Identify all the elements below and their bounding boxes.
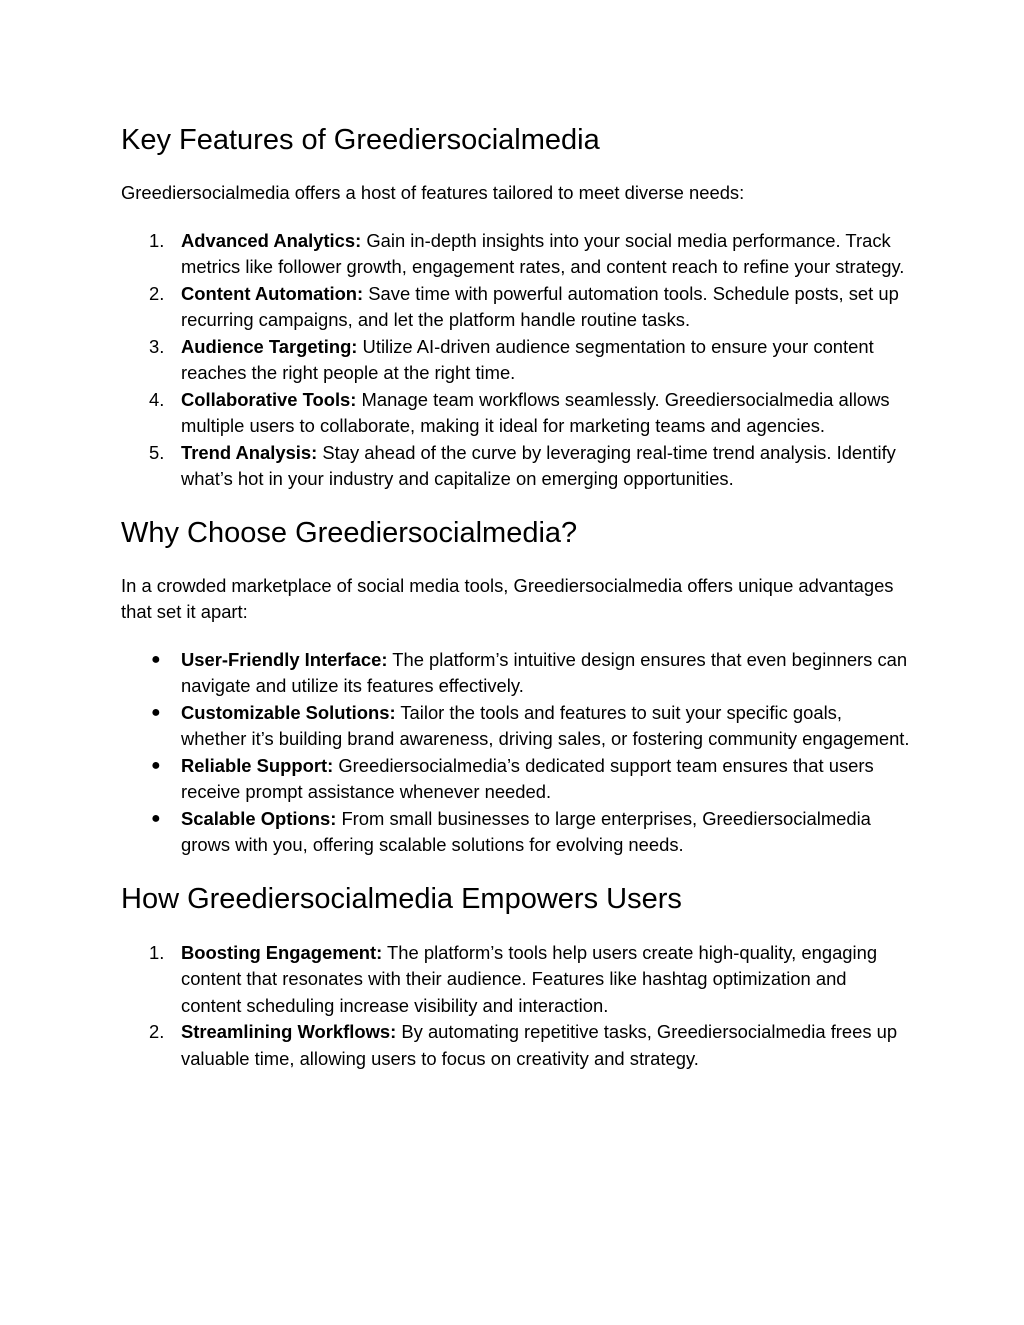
item-title: Customizable Solutions:	[181, 701, 396, 723]
item-title: Audience Targeting:	[181, 335, 358, 357]
list-marker: 4.	[149, 388, 165, 410]
numbered-list-empowers-users	[121, 940, 911, 1073]
item-text: By automating repetitive tasks, Greediersocialmedia frees up valuable time, allowing users to focus on creativity and strategy.	[181, 1021, 898, 1069]
section-heading-key-features: Key Features of Greediersocialmedia	[121, 124, 600, 156]
numbered-list-key-features	[121, 228, 911, 493]
section-heading-why-choose: Why Choose Greediersocialmedia?	[121, 516, 578, 549]
item-title: Streamlining Workflows:	[181, 1021, 397, 1042]
list-marker: 3.	[149, 335, 165, 357]
item-title: Trend Analysis:	[181, 441, 318, 463]
item-title: User-Friendly Interface:	[181, 648, 388, 670]
list-marker: 2.	[149, 1021, 165, 1042]
list-item	[121, 647, 911, 700]
list-item	[121, 940, 911, 1020]
list-item	[121, 753, 911, 806]
bullet-list-why-choose	[121, 647, 911, 859]
item-text: Utilize AI-driven audience segmentation to ensure your content reaches the right people at the right time.	[181, 335, 874, 383]
document-content	[121, 116, 911, 1072]
section-intro-key-features: Greediersocialmedia offers a host of features tailored to meet diverse needs:	[121, 182, 745, 203]
section-intro-why-choose: In a crowded marketplace of social media tools, Greediersocialmedia offers unique advantages that set it apart:	[121, 574, 894, 622]
item-text: The platform’s tools help users create high-quality, engaging content that resonates with their audience. Features like hashtag optimization and content scheduling increase visibility and interaction.	[181, 941, 878, 1016]
bullet-icon: ●	[151, 809, 161, 827]
item-text: Manage team workflows seamlessly. Greediersocialmedia allows multiple users to collaborate, making it ideal for marketing teams and agencies.	[181, 388, 890, 436]
list-marker: 2.	[149, 282, 165, 304]
item-text: The platform’s intuitive design ensures that even beginners can navigate and utilize its features effectively.	[181, 648, 908, 696]
section-heading-empowers-users: How Greediersocialmedia Empowers Users	[121, 882, 682, 915]
list-marker: 5.	[149, 441, 165, 463]
list-item	[121, 806, 911, 859]
item-text: Stay ahead of the curve by leveraging real-time trend analysis. Identify what’s hot in your industry and capitalize on emerging opportunities.	[181, 441, 896, 489]
item-title: Reliable Support:	[181, 754, 334, 776]
item-text: Save time with powerful automation tools. Schedule posts, set up recurring campaigns, and let the platform handle routine tasks.	[181, 282, 899, 330]
list-item	[121, 334, 911, 387]
bullet-icon: ●	[151, 650, 161, 668]
item-text: Tailor the tools and features to suit your specific goals, whether it’s building brand awareness, driving sales, or fostering community engagement.	[181, 701, 910, 749]
list-item	[121, 440, 911, 493]
item-text: Gain in-depth insights into your social media performance. Track metrics like follower growth, engagement rates, and content reach to refine your strategy.	[181, 229, 905, 277]
list-item	[121, 281, 911, 334]
list-marker: 1.	[149, 941, 165, 963]
item-title: Collaborative Tools:	[181, 388, 357, 410]
item-title: Advanced Analytics:	[181, 229, 362, 251]
list-item	[121, 228, 911, 281]
bullet-icon: ●	[151, 756, 161, 774]
item-title: Boosting Engagement:	[181, 941, 383, 963]
item-text: Greediersocialmedia’s dedicated support team ensures that users receive prompt assistance whenever needed.	[181, 754, 874, 802]
list-item	[121, 1019, 911, 1072]
list-item	[121, 387, 911, 440]
item-text: From small businesses to large enterprises, Greediersocialmedia grows with you, offering scalable solutions for evolving needs.	[181, 807, 871, 855]
item-title: Content Automation:	[181, 282, 364, 304]
list-marker: 1.	[149, 229, 165, 251]
item-title: Scalable Options:	[181, 807, 337, 829]
bullet-icon: ●	[151, 703, 161, 721]
list-item	[121, 700, 911, 753]
